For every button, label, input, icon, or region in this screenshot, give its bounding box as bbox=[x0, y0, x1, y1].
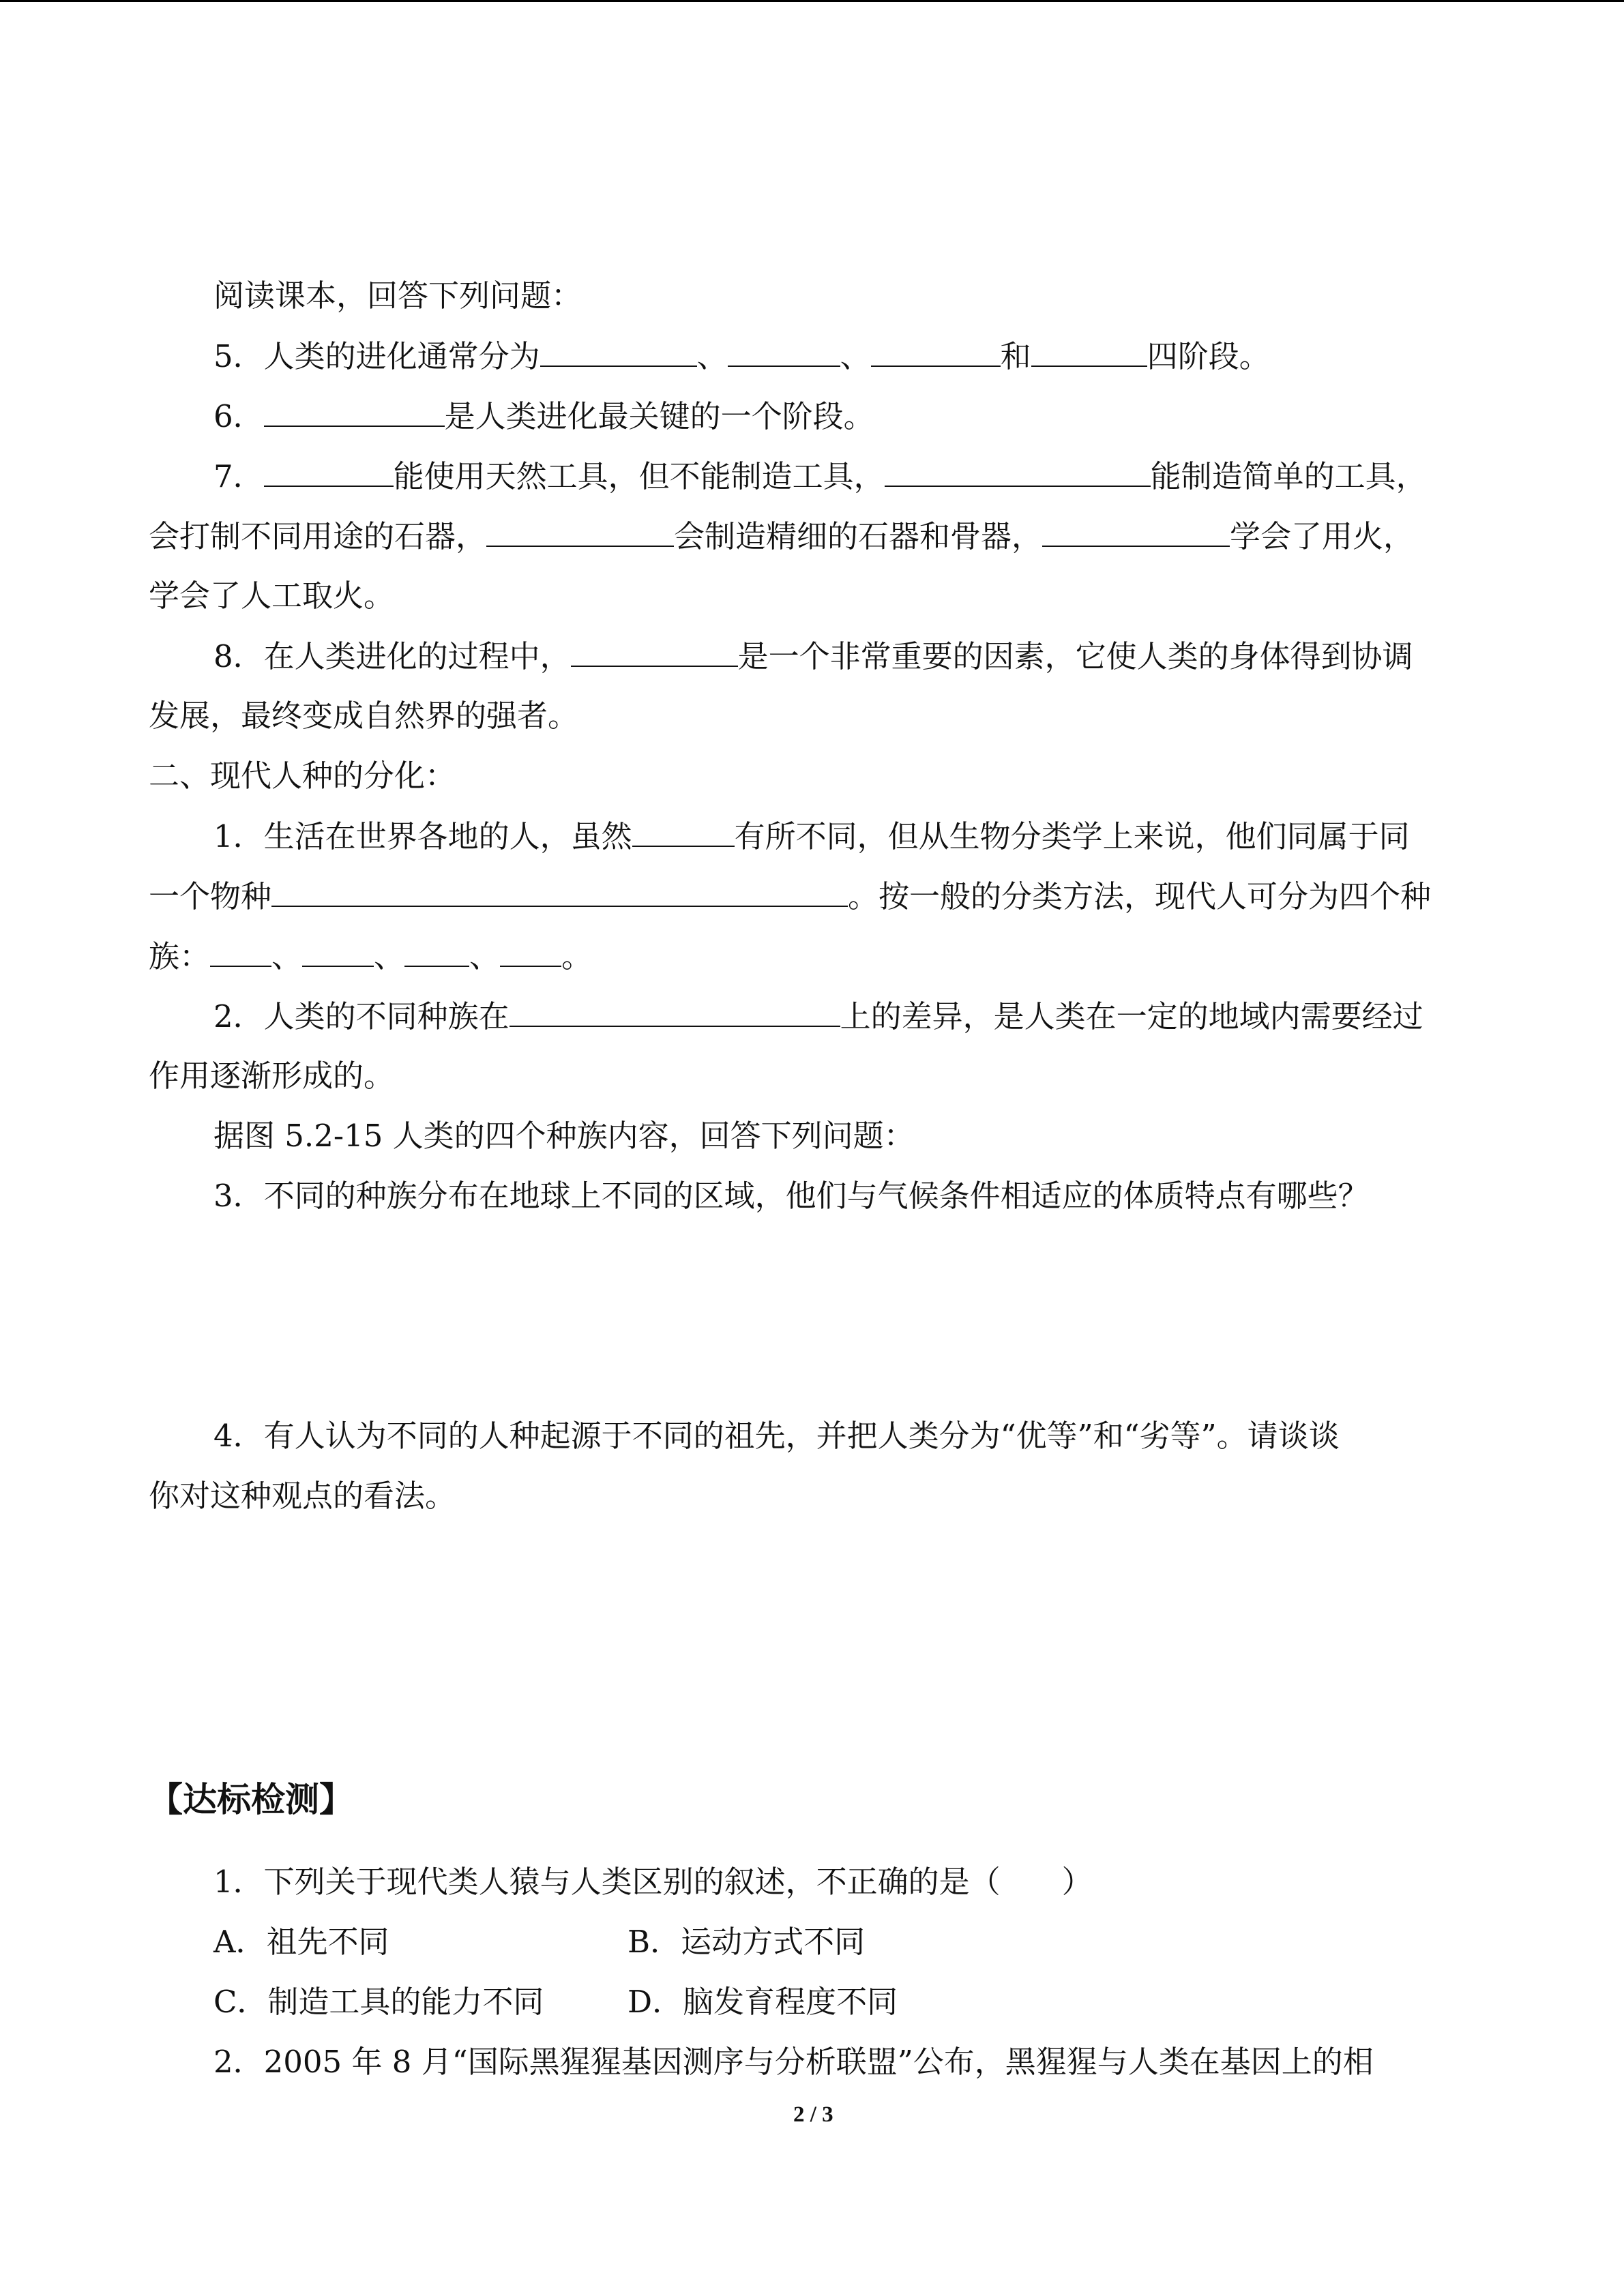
mc-question-1-option-b[interactable]: B．运动方式不同 bbox=[628, 1924, 866, 1960]
reading-prompt: 阅读课本，回答下列问题： bbox=[213, 278, 582, 314]
blank[interactable] bbox=[885, 456, 1151, 487]
blank[interactable] bbox=[1031, 336, 1147, 367]
blank[interactable] bbox=[510, 996, 840, 1027]
blank[interactable] bbox=[210, 936, 271, 967]
question-8-line1: 8．在人类进化的过程中， 是一个非常重要的因素，它使人类的身体得到协调 bbox=[213, 636, 1413, 676]
blank[interactable] bbox=[1042, 516, 1230, 547]
mc-question-1-stem: 1．下列关于现代类人猿与人类区别的叙述，不正确的是（ ） bbox=[213, 1864, 1093, 1900]
blank[interactable] bbox=[302, 936, 374, 967]
mc-question-1-option-c[interactable]: C．制造工具的能力不同 bbox=[213, 1984, 544, 2020]
section2-question-1-line3: 族： 、 、 、 。 bbox=[149, 936, 592, 976]
section2-question-1-line2: 一个物种 。按一般的分类方法，现代人可分为四个种 bbox=[149, 876, 1431, 916]
section-2-title: 二、现代人种的分化： bbox=[149, 758, 456, 794]
blank[interactable] bbox=[571, 636, 738, 667]
blank[interactable] bbox=[871, 336, 1001, 367]
blank[interactable] bbox=[632, 816, 735, 847]
blank[interactable] bbox=[404, 936, 469, 967]
page-number: 2 / 3 bbox=[793, 2102, 833, 2127]
question-6: 6． 是人类进化最关键的一个阶段。 bbox=[213, 396, 874, 436]
question-7-line3: 学会了人工取火。 bbox=[149, 578, 395, 614]
section2-question-2-line2: 作用逐渐形成的。 bbox=[149, 1058, 395, 1094]
check-section-heading: 【达标检测】 bbox=[149, 1780, 353, 1819]
section2-question-4-line2: 你对这种观点的看法。 bbox=[149, 1478, 456, 1514]
mc-question-2-stem: 2．2005 年 8 月“国际黑猩猩基因测序与分析联盟”公布，黑猩猩与人类在基因上的相 bbox=[213, 2044, 1374, 2080]
blank[interactable] bbox=[264, 456, 394, 487]
question-5: 5．人类的进化通常分为 、 、 和 四阶段。 bbox=[213, 336, 1270, 376]
blank[interactable] bbox=[271, 876, 848, 907]
mc-question-1-option-d[interactable]: D．脑发育程度不同 bbox=[628, 1984, 898, 2020]
question-8-line2: 发展，最终变成自然界的强者。 bbox=[149, 698, 579, 734]
section2-question-2-line1: 2．人类的不同种族在 上的差异，是人类在一定的地域内需要经过 bbox=[213, 996, 1423, 1037]
question-7-line2: 会打制不同用途的石器， 会制造精细的石器和骨器， 学会了用火， bbox=[149, 516, 1414, 556]
blank[interactable] bbox=[500, 936, 561, 967]
blank[interactable] bbox=[486, 516, 674, 547]
section2-question-3: 3．不同的种族分布在地球上不同的区域，他们与气候条件相适应的体质特点有哪些？ bbox=[213, 1178, 1369, 1214]
blank[interactable] bbox=[264, 396, 445, 427]
mc-question-1-option-a[interactable]: A．祖先不同 bbox=[213, 1924, 389, 1960]
section2-question-1-line1: 1．生活在世界各地的人，虽然 有所不同，但从生物分类学上来说，他们同属于同 bbox=[213, 816, 1410, 856]
top-border bbox=[0, 0, 1624, 2]
blank[interactable] bbox=[540, 336, 697, 367]
question-7-line1: 7． 能使用天然工具，但不能制造工具， 能制造简单的工具， bbox=[213, 456, 1427, 496]
blank[interactable] bbox=[728, 336, 840, 367]
section2-question-4-line1: 4．有人认为不同的人种起源于不同的祖先，并把人类分为“优等”和“劣等”。请谈谈 bbox=[213, 1418, 1340, 1454]
figure-prompt: 据图 5.2-15 人类的四个种族内容，回答下列问题： bbox=[213, 1118, 915, 1154]
